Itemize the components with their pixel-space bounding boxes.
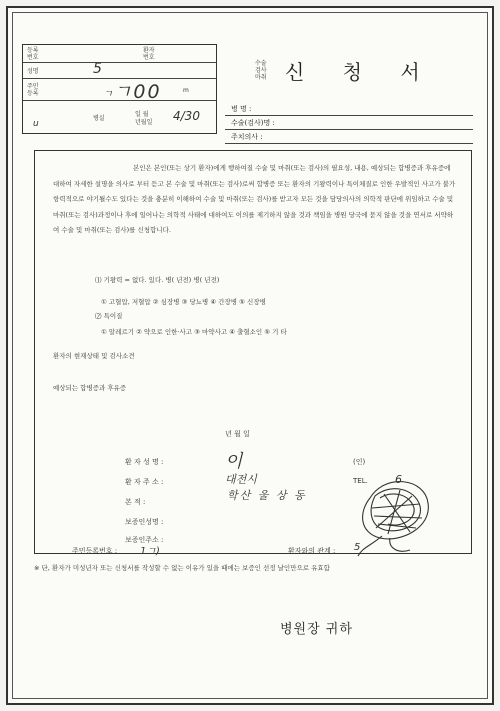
patient-state-label: 환자의 현재상태 및 검사소견 bbox=[53, 352, 135, 360]
consent-paragraph: 본인은 본인(또는 상기 환자)에게 행하여질 수술 및 마취(또는 검사)의 필요성, 내용, 예상되는 합병증과 후유증에 대하여 자세한 설명을 의사로 부터 듣고 본 수술 및 마취(또는 검사)로써 합병증 또는 환자의 기왕력이나 특이체질로 인한 우발적인 사고가 불가항력적으로 야기될수도 있다는 것을 충분히 이해하여 수술 및 마취(또는 검사)를 받고자 모든 것을 담당의사의 의학적 판단에 위임하고 수술 및 마취(또는 검사)과정이나 후에 일어나는 의학적 사태에 대하여도 이의를 제기하지 않을 것과 책임을 병원 당국에 묻지 않을 것을 연서로 서약하여 수술 및 마취(또는 검사)를 신청합니다. bbox=[53, 164, 456, 234]
handwritten-name: 이 bbox=[225, 451, 243, 472]
date-line: 년 월 일 bbox=[225, 430, 250, 438]
domicile-label: 본 적 : bbox=[125, 498, 146, 506]
procedure-label: 수술(검사)명 : bbox=[231, 119, 275, 127]
handwritten-5: 5 bbox=[93, 61, 102, 77]
handwritten-m: m bbox=[183, 87, 189, 94]
handwritten-ku: ㄱ bbox=[103, 89, 113, 100]
hospital-director-line: 병원장 귀하 bbox=[280, 622, 353, 637]
reg-no-label: 등록 번호 bbox=[27, 47, 39, 61]
date-label: 년월일 bbox=[135, 119, 153, 126]
diagnosis-label: 병 명 : bbox=[231, 105, 252, 113]
handwritten-date: 4/30 bbox=[173, 109, 200, 123]
handwritten-address-2: 학산 울 상 동 bbox=[227, 489, 307, 502]
complications-label: 예상되는 합병증과 후유증 bbox=[53, 384, 127, 392]
handwritten-resident: 1ㄱ) bbox=[140, 546, 160, 557]
year-label: 일 월 bbox=[135, 111, 149, 118]
diagnosis-field bbox=[225, 102, 473, 116]
handwritten-100: ㄱ00 bbox=[113, 81, 162, 103]
handwritten-address: 대전시 bbox=[225, 473, 257, 486]
patient-address-label: 환 자 주 소 : bbox=[125, 478, 164, 486]
ward-small-label: 병실 bbox=[93, 115, 105, 122]
idiosyncrasy-heading: ⑵ 특이질 bbox=[95, 312, 123, 320]
history-heading: ⑴ 기왕력 = 없다. 있다. 병( 년전) 병( 년전) bbox=[95, 276, 220, 284]
resident-number-label: 주민등록번호 : bbox=[72, 547, 118, 555]
signature-scribble bbox=[340, 468, 440, 558]
procedure-field bbox=[225, 116, 473, 130]
page-title: 신 청 서 bbox=[285, 60, 436, 84]
header-row-3 bbox=[23, 79, 216, 101]
footnote: ※ 단, 환자가 미성년자 또는 신청서를 작성할 수 없는 이유가 있을 때에는 보증인 선정 날인만으로 유효함 bbox=[34, 564, 330, 572]
guardian-name-label: 보증인성명 : bbox=[125, 518, 164, 526]
id-label: 주민 등록 bbox=[27, 83, 39, 97]
physician-field bbox=[225, 130, 473, 144]
handwritten-tel: 6 bbox=[395, 473, 402, 486]
seal-label: (인) bbox=[353, 458, 366, 466]
bed-label: 환자 번호 bbox=[143, 47, 155, 61]
idiosyncrasy-options: ① 알레르기 ② 약으로 인한·사고 ③ 마약사고 ④ 출혈소인 ⑤ 기 타 bbox=[101, 328, 287, 336]
handwritten-relation: 5 bbox=[354, 542, 361, 553]
header-row-1 bbox=[23, 45, 216, 63]
tel-label: TEL. bbox=[353, 477, 368, 485]
handwritten-u: u bbox=[33, 119, 39, 129]
header-row-4 bbox=[23, 101, 216, 135]
name-label: 성명 bbox=[27, 68, 39, 75]
diagnosis-fields bbox=[225, 102, 473, 144]
patient-info-box bbox=[22, 44, 217, 134]
history-options: ① 고혈압, 저혈압 ② 심장병 ③ 당뇨병 ④ 간장병 ⑤ 신장병 bbox=[101, 298, 266, 306]
title-prefix: 수술 검사 마취 bbox=[255, 60, 267, 81]
physician-label: 주치의사 : bbox=[231, 133, 263, 141]
patient-name-label: 환 자 성 명 : bbox=[125, 458, 164, 466]
guardian-address-label: 보증인주소 : bbox=[125, 536, 164, 544]
relation-label: 환자와의 관계 : bbox=[288, 547, 336, 555]
